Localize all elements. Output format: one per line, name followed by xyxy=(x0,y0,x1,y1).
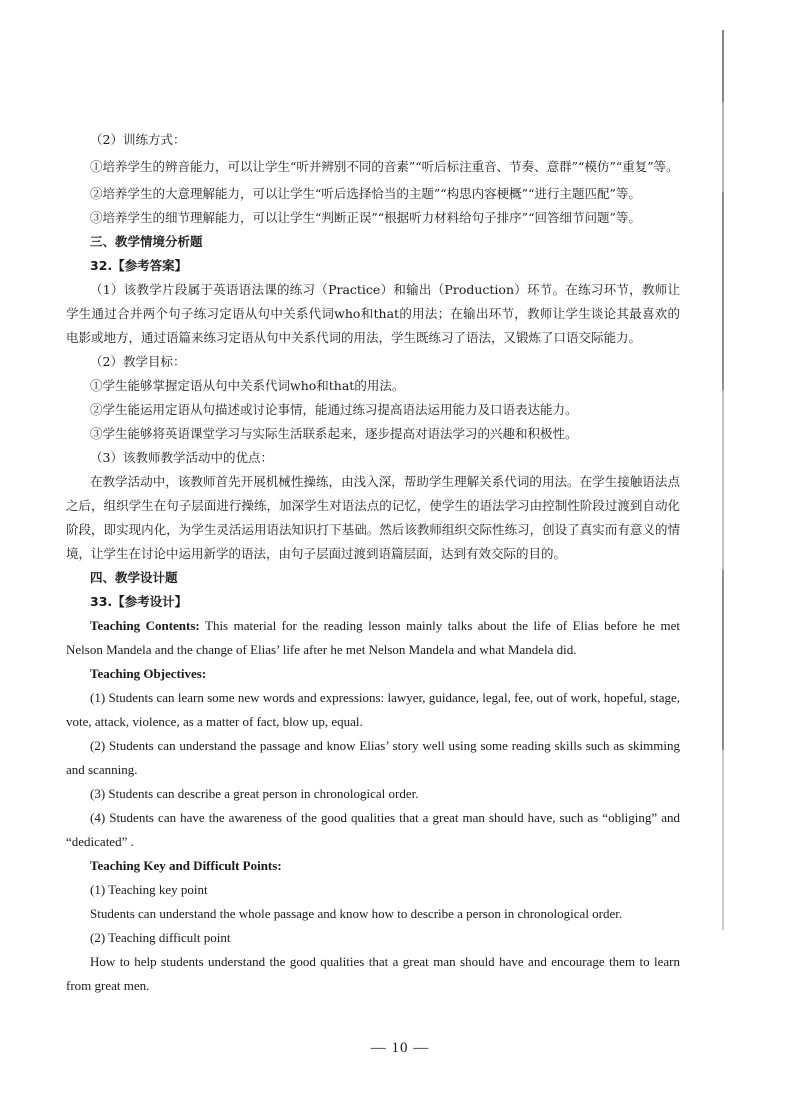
teaching-goal-2: ②学生能运用定语从句描述或讨论事情，能通过练习提高语法运用能力及口语表达能力。 xyxy=(90,402,578,417)
teaching-objectives-label: Teaching Objectives: xyxy=(90,666,207,681)
question-32-label: 32.【参考答案】 xyxy=(90,258,188,273)
teaching-contents-label: Teaching Contents: xyxy=(90,618,200,633)
key-difficult-points-label: Teaching Key and Difficult Points: xyxy=(90,858,282,873)
teaching-goal-3: ③学生能够将英语课堂学习与实际生活联系起来，逐步提高对语法学习的兴趣和积极性。 xyxy=(90,426,578,441)
training-methods-heading: （2）训练方式： xyxy=(90,132,186,147)
teaching-contents xyxy=(66,614,680,662)
training-item-3: ③培养学生的细节理解能力，可以让学生“判断正误”“根据听力材料给句子排序”“回答细节问题”等。 xyxy=(90,210,641,225)
answer-32-paragraph-1: （1）该教学片段属于英语语法课的练习（Practice）和输出（Production）环节。在练习环节，教师让学生通过合并两个句子练习定语从句中关系代词who和that的用法；在输出环节，教师让学生谈论其最喜欢的电影或地方，通过语篇来练习定语从句中关系代词的用法，学生既练习了语法，又锻炼了口语交际能力。 xyxy=(66,282,680,345)
teaching-goals-heading: （2）教学目标： xyxy=(90,354,186,369)
section-4-title: 四、教学设计题 xyxy=(90,570,178,585)
difficult-point-text: How to help students understand the good qualities that a great man should have and encourage them to learn from great men. xyxy=(66,954,680,993)
objective-2: (2) Students can understand the passage and know Elias’ story well using some reading skills such as skimming and scanning. xyxy=(66,738,680,777)
section-3-title: 三、教学情境分析题 xyxy=(90,234,203,249)
objective-1: (1) Students can learn some new words and expressions: lawyer, guidance, legal, fee, out of work, hopeful, stage, vote, attack, violence, as a matter of fact, blow up, equal. xyxy=(66,690,680,729)
training-item-1: ①培养学生的辨音能力，可以让学生“听并辨别不同的音素”“听后标注重音、节奏、意群”“模仿”“重复”等。 xyxy=(90,159,679,174)
objective-3: (3) Students can describe a great person in chronological order. xyxy=(90,786,419,801)
document-page xyxy=(66,128,680,998)
question-33-label: 33.【参考设计】 xyxy=(90,594,188,609)
objective-4: (4) Students can have the awareness of the good qualities that a great man should have, such as “obliging” and “dedicated” . xyxy=(66,810,680,849)
key-point-heading: (1) Teaching key point xyxy=(90,882,208,897)
teaching-goal-1: ①学生能够掌握定语从句中关系代词who和that的用法。 xyxy=(90,378,405,393)
difficult-point-heading: (2) Teaching difficult point xyxy=(90,930,231,945)
scan-edge-line xyxy=(722,30,724,930)
training-item-2: ②培养学生的大意理解能力，可以让学生“听后选择恰当的主题”“构思内容梗概”“进行主题匹配”等。 xyxy=(90,186,641,201)
page-number: — 10 — xyxy=(370,1040,430,1056)
merits-paragraph: 在教学活动中，该教师首先开展机械性操练，由浅入深，帮助学生理解关系代词的用法。在学生接触语法点之后，组织学生在句子层面进行操练，加深学生对语法点的记忆，使学生的语法学习由控制性阶段过渡到自动化阶段，即实现内化，为学生灵活运用语法知识打下基础。然后该教师组织交际性练习，创设了真实而有意义的情境，让学生在讨论中运用新学的语法，由句子层面过渡到语篇层面，达到有效交际的目的。 xyxy=(66,474,680,561)
key-point-text: Students can understand the whole passage and know how to describe a person in chronological order. xyxy=(90,906,623,921)
merits-heading: （3）该教师教学活动中的优点： xyxy=(90,450,273,465)
teaching-contents-text: This material for the reading lesson mainly talks about the life of Elias before he met Nelson Mandela and the change of Elias’ life after he met Nelson Mandela and what Mandela did. xyxy=(66,618,680,657)
